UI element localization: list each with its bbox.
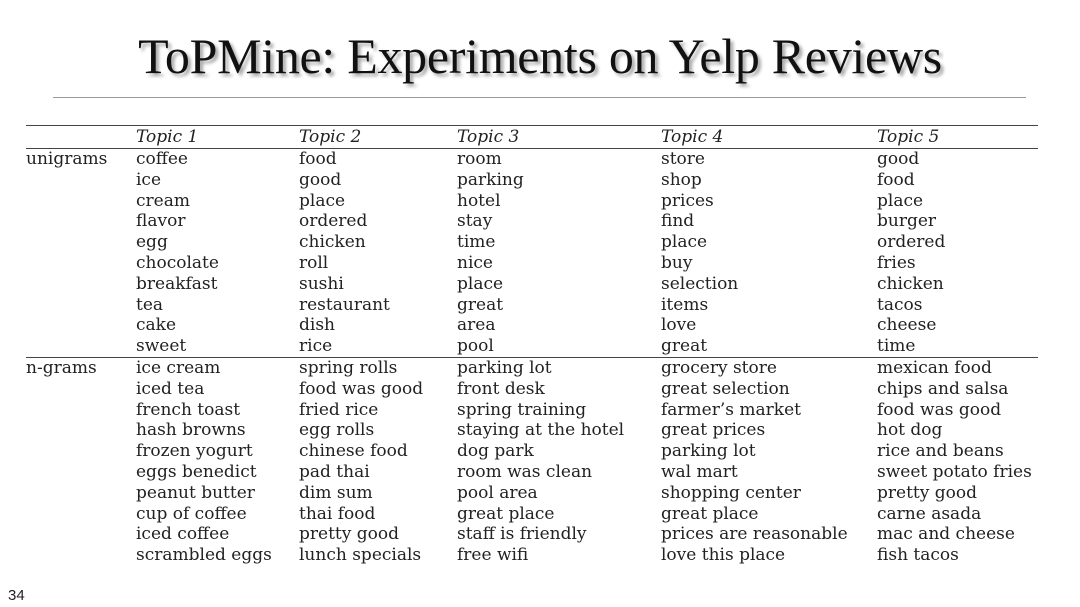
- topic-5-cell: burger: [877, 211, 937, 232]
- section-label-empty: [26, 274, 136, 295]
- topic-5-cell: chips and salsa: [877, 378, 1009, 399]
- topic-2-cell: ordered: [299, 211, 368, 232]
- topic-2-cell: place: [299, 190, 346, 211]
- header-topic-2: Topic 2: [299, 127, 362, 147]
- topic-5-cell: sweet potato fries: [877, 461, 1032, 482]
- topic-5-cell: good: [877, 149, 920, 169]
- table-row: [26, 253, 1038, 274]
- topic-2-cell: chinese food: [299, 441, 408, 462]
- topic-5-cell: carne asada: [877, 503, 982, 524]
- topic-3-cell: staff is friendly: [457, 524, 587, 545]
- topic-1-cell: ice cream: [136, 357, 221, 378]
- topic-4-cell: items: [661, 294, 709, 315]
- unigrams-section: [26, 149, 1038, 358]
- topic-4-cell: parking lot: [661, 441, 756, 462]
- topic-3-cell: stay: [457, 211, 493, 232]
- topic-2-cell: pretty good: [299, 524, 399, 545]
- title-divider: [53, 97, 1026, 98]
- header-topic-5: Topic 5: [877, 127, 940, 147]
- topic-3-cell: great place: [457, 503, 555, 524]
- table-row: [26, 483, 1038, 504]
- table-row: [26, 379, 1038, 400]
- topic-4-cell: great prices: [661, 420, 766, 441]
- table-row: [26, 336, 1038, 357]
- topic-4-cell: shopping center: [661, 482, 801, 503]
- topic-4-cell: prices are reasonable: [661, 524, 848, 545]
- slide-number: 34: [8, 587, 25, 604]
- topic-2-cell: thai food: [299, 503, 376, 524]
- topic-4-cell: place: [661, 232, 708, 253]
- section-label-empty: [26, 315, 136, 336]
- section-label-empty: [26, 441, 136, 462]
- topic-3-cell: pool: [457, 336, 494, 357]
- header-topic-3: Topic 3: [457, 127, 520, 147]
- table-row: [26, 149, 1038, 170]
- topic-3-cell: front desk: [457, 378, 545, 399]
- topic-4-cell: selection: [661, 273, 739, 294]
- topic-4-cell: shop: [661, 169, 702, 190]
- topic-1-cell: tea: [136, 294, 164, 315]
- topic-1-cell: cup of coffee: [136, 503, 247, 524]
- topic-2-cell: dim sum: [299, 482, 373, 503]
- topic-3-cell: hotel: [457, 190, 501, 211]
- topic-1-cell: flavor: [136, 211, 186, 232]
- topic-4-cell: great place: [661, 503, 759, 524]
- section-label-empty: [26, 170, 136, 191]
- topic-3-cell: area: [457, 315, 496, 336]
- topic-4-cell: wal mart: [661, 461, 738, 482]
- table-row: [26, 170, 1038, 191]
- topic-3-cell: place: [457, 273, 504, 294]
- section-label-empty: [26, 336, 136, 357]
- table-row: [26, 441, 1038, 462]
- topic-3-cell: room was clean: [457, 461, 593, 482]
- topic-2-cell: chicken: [299, 232, 366, 253]
- topic-2-cell: food: [299, 149, 337, 169]
- topic-5-cell: fries: [877, 252, 916, 273]
- section-label-empty: [26, 420, 136, 441]
- topic-2-cell: spring rolls: [299, 357, 398, 378]
- section-label-empty: [26, 253, 136, 274]
- topic-1-cell: chocolate: [136, 252, 219, 273]
- topic-5-cell: mexican food: [877, 357, 992, 378]
- topic-3-cell: parking: [457, 169, 524, 190]
- table-row: [26, 295, 1038, 316]
- topic-4-cell: prices: [661, 190, 714, 211]
- topic-5-cell: time: [877, 336, 916, 357]
- section-label-empty: [26, 232, 136, 253]
- topic-3-cell: dog park: [457, 441, 534, 462]
- topic-3-cell: parking lot: [457, 357, 552, 378]
- table-row: [26, 420, 1038, 441]
- topic-5-cell: food was good: [877, 399, 1002, 420]
- section-label-empty: [26, 524, 136, 545]
- topic-1-cell: breakfast: [136, 273, 218, 294]
- table-row: [26, 357, 1038, 378]
- header-topic-4: Topic 4: [661, 127, 724, 147]
- topic-1-cell: scrambled eggs: [136, 545, 272, 566]
- topic-4-cell: love: [661, 315, 697, 336]
- topic-1-cell: eggs benedict: [136, 461, 257, 482]
- topic-2-cell: roll: [299, 252, 329, 273]
- section-label-empty: [26, 379, 136, 400]
- topic-5-cell: food: [877, 169, 915, 190]
- topic-3-cell: pool area: [457, 482, 538, 503]
- header-cell-blank: [26, 126, 136, 149]
- topic-5-cell: hot dog: [877, 420, 943, 441]
- header-topic-1: Topic 1: [136, 127, 199, 147]
- topic-1-cell: french toast: [136, 399, 241, 420]
- topic-5-cell: chicken: [877, 273, 944, 294]
- table-row: [26, 191, 1038, 212]
- topic-2-cell: rice: [299, 336, 333, 357]
- topic-2-cell: fried rice: [299, 399, 379, 420]
- topic-1-cell: hash browns: [136, 420, 246, 441]
- topic-1-cell: egg: [136, 232, 168, 253]
- topic-3-cell: spring training: [457, 399, 587, 420]
- section-label-empty: [26, 295, 136, 316]
- topic-4-cell: buy: [661, 252, 693, 273]
- section-label: n-grams: [26, 357, 97, 378]
- topic-4-cell: great: [661, 336, 708, 357]
- table-row: [26, 274, 1038, 295]
- topic-2-cell: pad thai: [299, 461, 370, 482]
- topic-1-cell: cream: [136, 190, 190, 211]
- section-label-empty: [26, 211, 136, 232]
- table-row: [26, 545, 1038, 566]
- table-row: [26, 315, 1038, 336]
- topic-4-cell: farmer’s market: [661, 399, 801, 420]
- topic-3-cell: free wifi: [457, 545, 529, 566]
- section-label-empty: [26, 400, 136, 421]
- table-header: [26, 126, 1038, 149]
- topic-1-cell: cake: [136, 315, 177, 336]
- section-label-empty: [26, 191, 136, 212]
- topic-3-cell: time: [457, 232, 496, 253]
- topic-2-cell: dish: [299, 315, 335, 336]
- topic-2-cell: good: [299, 169, 342, 190]
- table-row: [26, 211, 1038, 232]
- table-row: [26, 504, 1038, 525]
- topic-4-cell: great selection: [661, 378, 790, 399]
- topic-5-cell: place: [877, 190, 924, 211]
- topic-table: [26, 125, 1038, 566]
- table-row: [26, 232, 1038, 253]
- topic-5-cell: cheese: [877, 315, 937, 336]
- slide-title: ToPMine: Experiments on Yelp Reviews: [138, 28, 942, 84]
- topic-5-cell: fish tacos: [877, 545, 959, 566]
- section-label-empty: [26, 462, 136, 483]
- topic-5-cell: tacos: [877, 294, 923, 315]
- topic-4-cell: find: [661, 211, 695, 232]
- ngrams-section: [26, 357, 1038, 565]
- topic-3-cell: great: [457, 294, 504, 315]
- topic-2-cell: sushi: [299, 273, 344, 294]
- topic-1-cell: coffee: [136, 149, 188, 169]
- topic-5-cell: pretty good: [877, 482, 977, 503]
- section-label-empty: [26, 504, 136, 525]
- topic-2-cell: egg rolls: [299, 420, 375, 441]
- topic-2-cell: food was good: [299, 378, 424, 399]
- topic-1-cell: ice: [136, 169, 162, 190]
- topic-2-cell: restaurant: [299, 294, 390, 315]
- table-row: [26, 400, 1038, 421]
- table-row: [26, 524, 1038, 545]
- topic-1-cell: sweet: [136, 336, 187, 357]
- header-row: [26, 126, 1038, 149]
- section-label-empty: [26, 483, 136, 504]
- section-label-empty: [26, 545, 136, 566]
- table-row: [26, 462, 1038, 483]
- topic-5-cell: rice and beans: [877, 441, 1004, 462]
- topic-4-cell: love this place: [661, 545, 786, 566]
- topic-4-cell: store: [661, 149, 705, 169]
- section-label: unigrams: [26, 149, 108, 169]
- topic-5-cell: ordered: [877, 232, 946, 253]
- topic-1-cell: frozen yogurt: [136, 441, 253, 462]
- topic-5-cell: mac and cheese: [877, 524, 1015, 545]
- topic-3-cell: staying at the hotel: [457, 420, 625, 441]
- topic-4-cell: grocery store: [661, 357, 777, 378]
- topic-1-cell: peanut butter: [136, 482, 255, 503]
- topic-2-cell: lunch specials: [299, 545, 422, 566]
- topic-1-cell: iced coffee: [136, 524, 230, 545]
- topic-3-cell: nice: [457, 252, 493, 273]
- topic-3-cell: room: [457, 149, 502, 169]
- topic-1-cell: iced tea: [136, 378, 205, 399]
